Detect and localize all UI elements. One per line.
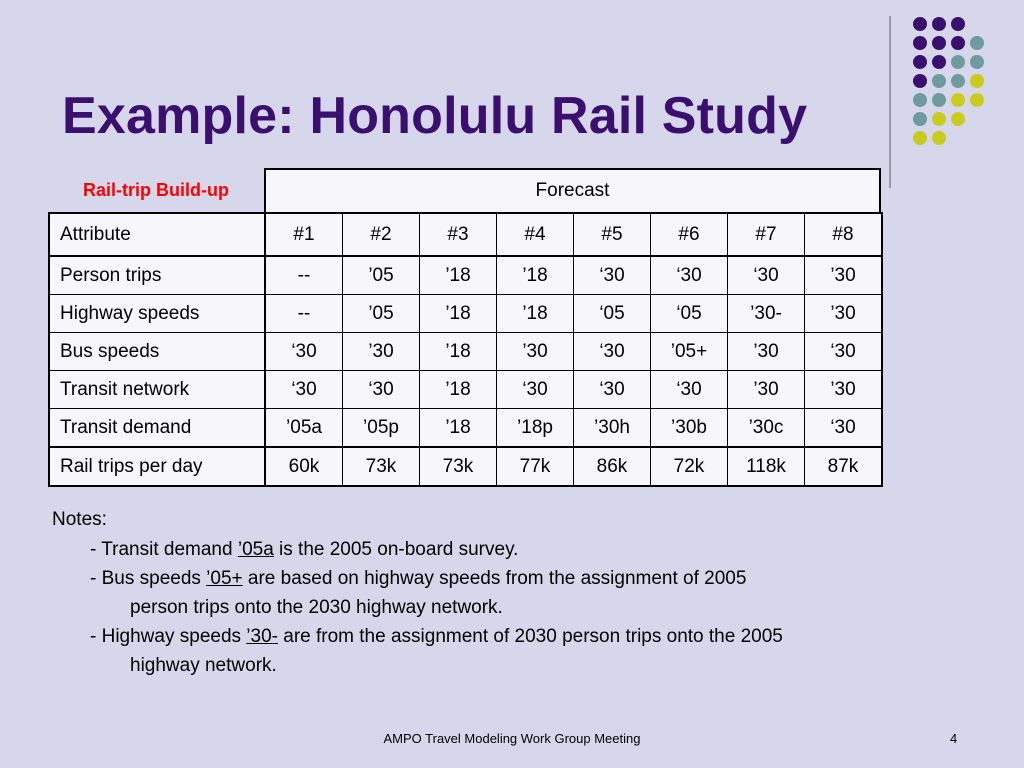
decorative-dot <box>970 36 984 50</box>
table-header-row <box>49 213 882 256</box>
table-cell: ’18 <box>420 333 497 371</box>
table-cell: ’18 <box>420 295 497 333</box>
forecast-group-header: Forecast <box>264 168 881 212</box>
table-row <box>49 447 882 486</box>
table-cell: 60k <box>265 447 343 486</box>
table-cell: 73k <box>420 447 497 486</box>
table-cell: ’05p <box>343 409 420 448</box>
header-cell-scenario: #7 <box>728 213 805 256</box>
table-cell: ’30- <box>728 295 805 333</box>
table-cell: ‘30 <box>805 333 883 371</box>
decorative-dot <box>932 55 946 69</box>
row-label-cell: Rail trips per day <box>49 447 265 486</box>
table-cell: ’18 <box>420 256 497 295</box>
decorative-dot <box>932 74 946 88</box>
table-cell: ’18 <box>497 256 574 295</box>
table-cell: ‘30 <box>651 256 728 295</box>
header-cell-scenario: #6 <box>651 213 728 256</box>
row-label-cell: Transit demand <box>49 409 265 448</box>
note-continuation: person trips onto the 2030 highway network. <box>130 597 503 618</box>
decorative-dot <box>913 93 927 107</box>
table-cell: ‘30 <box>574 256 651 295</box>
table-cell: ’18 <box>497 295 574 333</box>
slide-title: Example: Honolulu Rail Study <box>62 87 808 145</box>
notes-heading: Notes: <box>52 509 107 530</box>
decorative-dot <box>951 55 965 69</box>
table-cell: ‘30 <box>651 371 728 409</box>
row-label-cell: Person trips <box>49 256 265 295</box>
note-code: ’05a <box>237 539 274 560</box>
table-cell: ’05+ <box>651 333 728 371</box>
decorative-dot <box>970 93 984 107</box>
table-cell: 73k <box>343 447 420 486</box>
table-cell: -- <box>265 256 343 295</box>
decorative-divider-line <box>889 16 891 188</box>
note-item <box>52 564 952 622</box>
note-text: is the 2005 on-board survey. <box>273 539 519 560</box>
note-continuation: highway network. <box>130 655 277 676</box>
table-cell: ’30h <box>574 409 651 448</box>
table-cell: ’18 <box>420 409 497 448</box>
table-cell: ‘30 <box>265 333 343 371</box>
table-cell: ’30 <box>497 333 574 371</box>
table-cell: ‘30 <box>265 371 343 409</box>
table-caption: Rail-trip Build-up <box>83 179 229 200</box>
table-row <box>49 333 882 371</box>
decorative-dot <box>913 131 927 145</box>
table-cell: 118k <box>728 447 805 486</box>
header-cell-scenario: #4 <box>497 213 574 256</box>
decorative-dot <box>913 36 927 50</box>
decorative-dot <box>970 74 984 88</box>
header-cell-attribute: Attribute <box>49 213 265 256</box>
decorative-dot <box>951 17 965 31</box>
decorative-dot <box>951 112 965 126</box>
table-cell: ’05a <box>265 409 343 448</box>
decorative-dot <box>913 74 927 88</box>
note-item <box>52 622 952 680</box>
table-cell: 77k <box>497 447 574 486</box>
table-cell: ‘30 <box>574 333 651 371</box>
row-label-cell: Transit network <box>49 371 265 409</box>
table-cell: ‘05 <box>651 295 728 333</box>
header-cell-scenario: #8 <box>805 213 883 256</box>
note-item <box>52 535 952 564</box>
table-cell: -- <box>265 295 343 333</box>
rail-build-up-table <box>48 212 883 487</box>
header-cell-scenario: #3 <box>420 213 497 256</box>
decorative-dot <box>913 55 927 69</box>
header-cell-scenario: #1 <box>265 213 343 256</box>
table-row <box>49 409 882 448</box>
table-cell: ’05 <box>343 295 420 333</box>
table-cell: ’05 <box>343 256 420 295</box>
decorative-dot <box>951 36 965 50</box>
decorative-dot <box>970 55 984 69</box>
table-cell: 72k <box>651 447 728 486</box>
note-text: are based on highway speeds from the assignment of 2005 <box>242 568 747 589</box>
table-row <box>49 295 882 333</box>
table-cell: ’30 <box>728 371 805 409</box>
decorative-dot <box>932 93 946 107</box>
header-cell-scenario: #5 <box>574 213 651 256</box>
table-cell: ’30 <box>728 333 805 371</box>
row-label-cell: Highway speeds <box>49 295 265 333</box>
table-row <box>49 371 882 409</box>
decorative-dot <box>951 74 965 88</box>
decorative-dot <box>913 17 927 31</box>
decorative-dot <box>932 131 946 145</box>
note-text: - Bus speeds <box>90 568 207 589</box>
note-text: are from the assignment of 2030 person trips onto the 2005 <box>277 626 783 647</box>
note-text: - Transit demand <box>90 539 238 560</box>
note-code: ’05+ <box>206 568 243 589</box>
note-code: ’30- <box>246 626 278 647</box>
table-cell: 86k <box>574 447 651 486</box>
decorative-dot <box>932 17 946 31</box>
decorative-dot <box>951 93 965 107</box>
table-cell: ‘30 <box>805 409 883 448</box>
table-cell: ’30c <box>728 409 805 448</box>
row-label-cell: Bus speeds <box>49 333 265 371</box>
table-cell: ‘30 <box>343 371 420 409</box>
note-text: - Highway speeds <box>90 626 247 647</box>
table-cell: ’30 <box>805 295 883 333</box>
table-cell: ’18p <box>497 409 574 448</box>
header-cell-scenario: #2 <box>343 213 420 256</box>
decorative-dot <box>913 112 927 126</box>
table-cell: 87k <box>805 447 883 486</box>
table-row <box>49 256 882 295</box>
table-cell: ’30 <box>343 333 420 371</box>
table-cell: ‘30 <box>728 256 805 295</box>
table-cell: ‘30 <box>497 371 574 409</box>
table-cell: ’18 <box>420 371 497 409</box>
table-cell: ‘05 <box>574 295 651 333</box>
table-cell: ‘30 <box>574 371 651 409</box>
table-cell: ’30b <box>651 409 728 448</box>
decorative-dot <box>932 112 946 126</box>
notes-section <box>52 505 952 680</box>
table-cell: ’30 <box>805 256 883 295</box>
table-cell: ’30 <box>805 371 883 409</box>
decorative-dot <box>932 36 946 50</box>
slide-footer: AMPO Travel Modeling Work Group Meeting <box>383 731 641 746</box>
page-number: 4 <box>950 731 958 746</box>
